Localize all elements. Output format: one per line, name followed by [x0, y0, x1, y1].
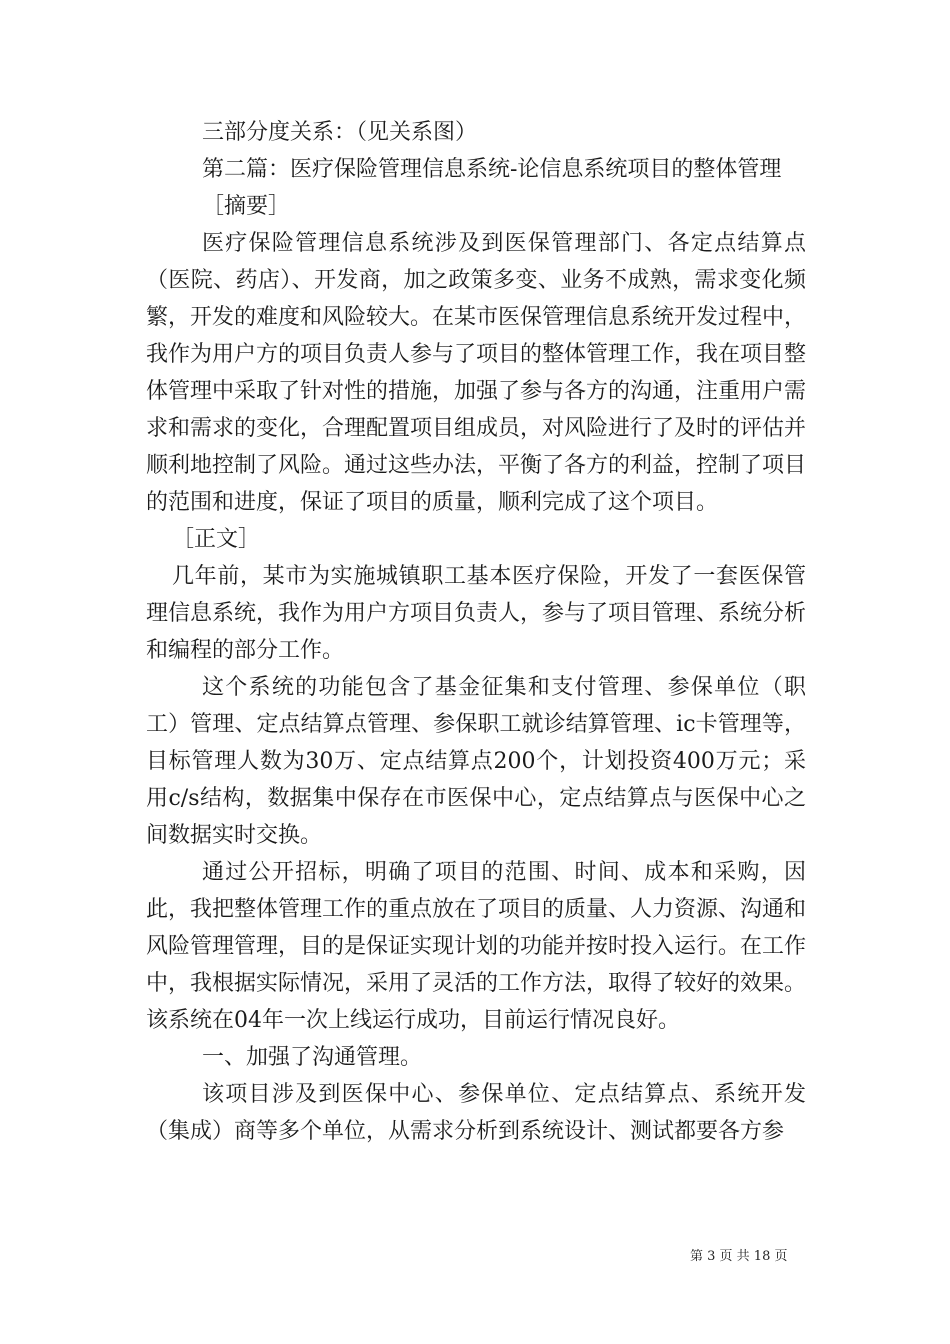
intro-line: 三部分度关系：（见关系图）: [202, 120, 478, 145]
body-paragraph-1: 几年前，某市为实施城镇职工基本医疗保险，开发了一套医保管理信息系统，我作为用户方项目负责人，参与了项目管理、系统分析和编程的部分工作。: [146, 564, 807, 663]
body-paragraph-3: 通过公开招标，明确了项目的范围、时间、成本和采购，因此，我把整体管理工作的重点放在了项目的质量、人力资源、沟通和风险管理管理，目的是保证实现计划的功能并按时投入运行。在工作中，我根据实际情况，采用了灵活的工作方法，取得了较好的效果。该系统在04年一次上线运行成功，目前运行情况良好。: [146, 860, 807, 1033]
abstract-paragraph: 医疗保险管理信息系统涉及到医保管理部门、各定点结算点（医院、药店）、开发商，加之政策多变、业务不成熟，需求变化频繁，开发的难度和风险较大。在某市医保管理信息系统开发过程中，我作为用户方的项目负责人参与了项目的整体管理工作，我在项目整体管理中采取了针对性的措施，加强了参与各方的沟通，注重用户需求和需求的变化，合理配置项目组成员，对风险进行了及时的评估并顺利地控制了风险。通过这些办法，平衡了各方的利益，控制了项目的范围和进度，保证了项目的质量，顺利完成了这个项目。: [146, 231, 807, 515]
page-number: 第 3 页 共 18 页: [690, 1249, 788, 1264]
body-heading: ［正文］: [172, 527, 261, 552]
body-paragraph-4: 该项目涉及到医保中心、参保单位、定点结算点、系统开发（集成）商等多个单位，从需求分析到系统设计、测试都要各方参: [146, 1082, 806, 1144]
body-paragraph-2: 这个系统的功能包含了基金征集和支付管理、参保单位（职工）管理、定点结算点管理、参保职工就诊结算管理、ic卡管理等，目标管理人数为30万、定点结算点200个，计划投资400万元；采用c/s结构，数据集中保存在市医保中心，定点结算点与医保中心之间数据实时交换。: [146, 675, 806, 848]
section-heading: 一、加强了沟通管理。: [202, 1045, 423, 1070]
chapter-title: 第二篇：医疗保险管理信息系统-论信息系统项目的整体管理: [202, 157, 782, 182]
abstract-heading: ［摘要］: [202, 194, 291, 219]
document-body: [146, 114, 806, 1150]
